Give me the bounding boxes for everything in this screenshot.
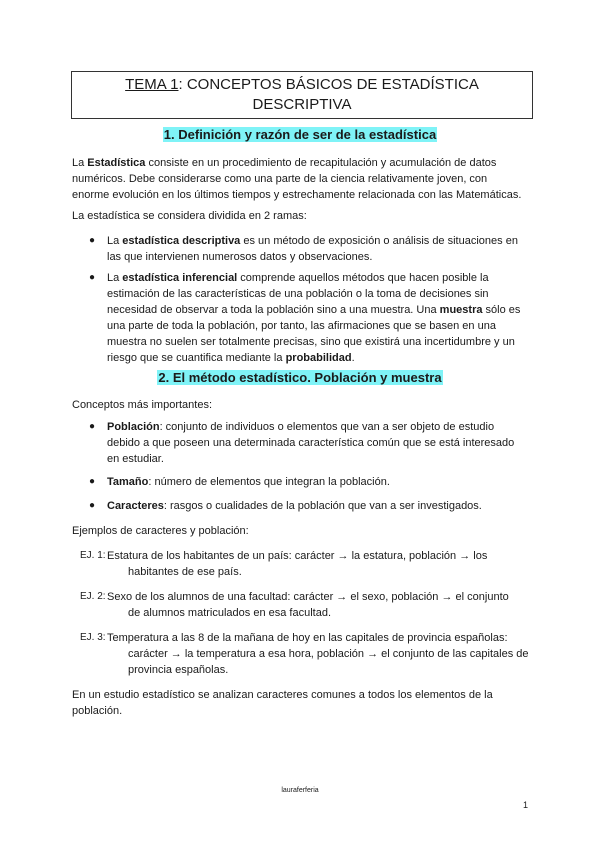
example-2: Sexo de los alumnos de una facultad: carácter → el sexo, población → el conjunto de alumnos matriculados en esa facultad.	[107, 591, 509, 619]
title-topic-label: TEMA 1	[125, 76, 179, 93]
footer-author: lauraferferia	[281, 787, 319, 794]
document-title	[71, 71, 533, 119]
closing-paragraph: En un estudio estadístico se analizan caracteres comunes a todos los elementos de la población.	[72, 689, 493, 717]
bullet-icon: ●	[89, 421, 96, 432]
section1-intro-paragraph: La Estadística consiste en un procedimiento de recapitulación y acumulación de datos numéricos. Debe considerarse como una parte de la ciencia relativamente joven, con enorme evolución en los últimos tiempos y estrechamente relacionada con las Matemáticas.	[72, 157, 522, 201]
section1-heading: 1. Definición y razón de ser de la estadística	[163, 127, 437, 142]
bullet-icon: ●	[89, 272, 96, 283]
term-poblacion: Población	[107, 421, 160, 433]
title-line1: : CONCEPTOS BÁSICOS DE ESTADÍSTICA	[178, 76, 479, 93]
conceptos-intro: Conceptos más importantes:	[72, 399, 213, 411]
example-1-label: EJ. 1:	[80, 550, 106, 561]
section2-heading: 2. El método estadístico. Población y muestra	[158, 370, 442, 385]
title-line2: DESCRIPTIVA	[252, 96, 352, 113]
bullet-icon: ●	[89, 235, 96, 246]
example-3: Temperatura a las 8 de la mañana de hoy en las capitales de provincia españolas: carácter → la temperatura a esa hora, población → el conjunto de las capitales de provincia españolas.	[107, 632, 529, 676]
term-probabilidad: probabilidad	[285, 352, 352, 364]
term-tamano: Tamaño	[107, 476, 149, 488]
list-item-descriptiva: La estadística descriptiva es un método de exposición o análisis de situaciones en las que intervienen numerosos datos y observaciones.	[107, 235, 518, 263]
list-item-caracteres: Caracteres: rasgos o cualidades de la población que van a ser investigados.	[107, 500, 482, 512]
bullet-icon: ●	[89, 500, 96, 511]
list-item-poblacion: Población: conjunto de individuos o elementos que van a ser objeto de estudio debido a que poseen una determinada característica común que se está interesado en estudiar.	[107, 421, 515, 465]
list-item-tamano: Tamaño: número de elementos que integran la población.	[107, 476, 390, 488]
term-muestra: muestra	[439, 304, 483, 316]
term-estadistica: Estadística	[87, 157, 146, 169]
ramas-intro: La estadística se considera dividida en 2 ramas:	[72, 210, 307, 222]
page-number: 1	[523, 800, 529, 810]
term-caracteres: Caracteres	[107, 500, 164, 512]
list-item-inferencial: La estadística inferencial comprende aquellos métodos que hacen posible la estimación de las características de una población o la toma de decisiones sin necesidad de observar a toda la población sino a una muestra. Una muestra sólo es una parte de toda la población, por tanto, las afirmaciones que se basen en una muestra no suelen ser totalmente precisas, sino que existirá una incertidumbre y un riesgo que se cuantifica mediante la probabilidad.	[107, 272, 521, 364]
term-inferencial: estadística inferencial	[122, 272, 238, 284]
example-3-label: EJ. 3:	[80, 632, 106, 643]
ejemplos-intro: Ejemplos de caracteres y población:	[72, 525, 249, 537]
term-descriptiva: estadística descriptiva	[122, 235, 241, 247]
bullet-icon: ●	[89, 476, 96, 487]
example-2-label: EJ. 2:	[80, 591, 106, 602]
example-1: Estatura de los habitantes de un país: carácter → la estatura, población → los habitantes de ese país.	[107, 550, 488, 578]
